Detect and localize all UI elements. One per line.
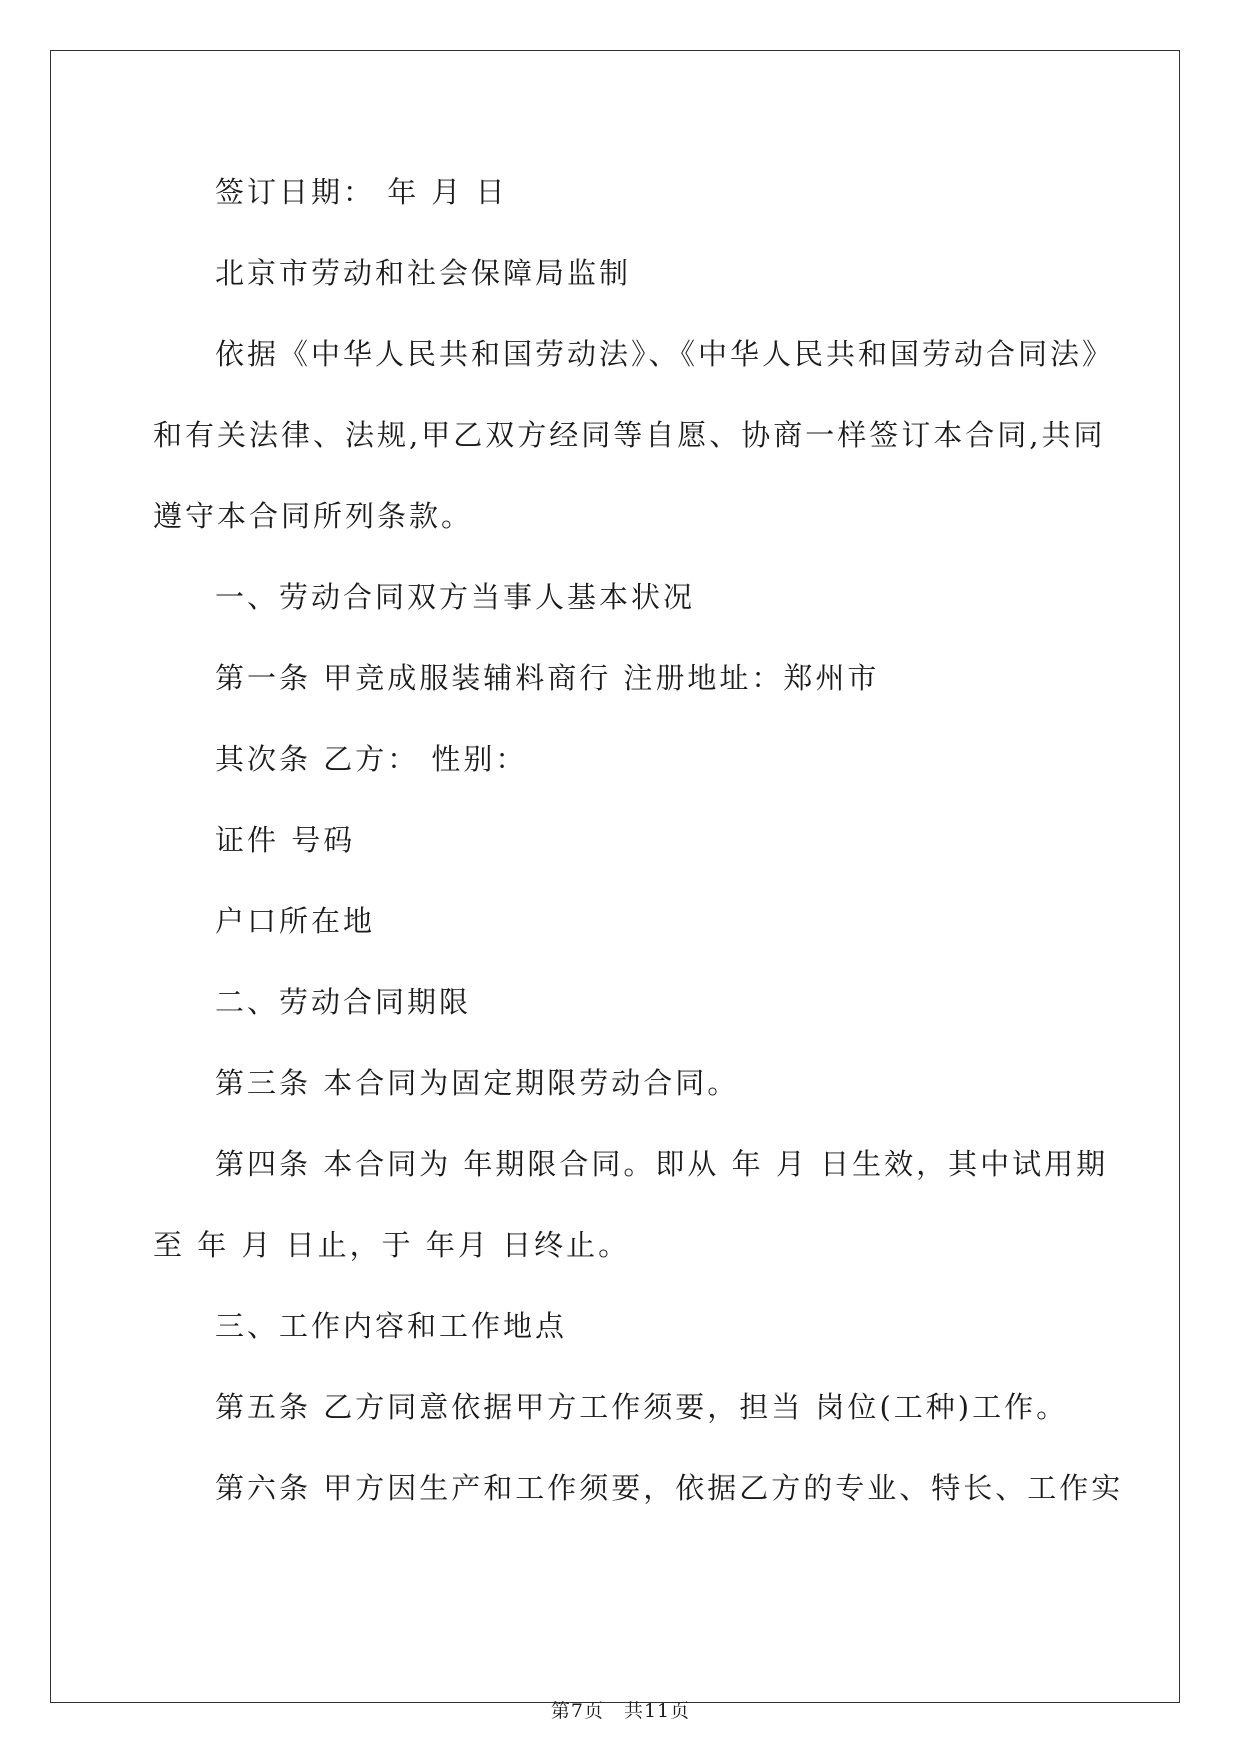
article-2: 其次条 乙方： 性别： xyxy=(215,742,528,776)
paragraph-basis-line-3: 遵守本合同所列条款。 xyxy=(153,499,474,533)
id-number-line: 证件 号码 xyxy=(215,823,356,857)
article-4-line-1: 第四条 本合同为 年期限合同。即从 年 月 日生效，其中试用期 xyxy=(215,1147,1109,1181)
section-heading-2: 二、劳动合同期限 xyxy=(215,985,472,1019)
article-6-line-1: 第六条 甲方因生产和工作须要，依据乙方的专业、特长、工作实 xyxy=(215,1471,1124,1505)
article-4-line-2: 至 年 月 日止，于 年月 日终止。 xyxy=(153,1228,631,1262)
article-5: 第五条 乙方同意依据甲方工作须要，担当 岗位(工种)工作。 xyxy=(215,1390,1069,1424)
page-number-total: 共11页 xyxy=(623,1700,691,1722)
section-heading-1: 一、劳动合同双方当事人基本状况 xyxy=(215,580,696,614)
section-heading-3: 三、工作内容和工作地点 xyxy=(215,1309,568,1343)
article-1: 第一条 甲竞成服装辅料商行 注册地址：郑州市 xyxy=(215,661,880,695)
page-footer xyxy=(0,1698,1241,1724)
household-registration-line: 户口所在地 xyxy=(215,904,376,938)
page-number-current: 第7页 xyxy=(550,1700,604,1722)
supervisor-line: 北京市劳动和社会保障局监制 xyxy=(215,256,632,290)
paragraph-basis-line-1: 依据《中华人民共和国劳动法》、《中华人民共和国劳动合同法》 xyxy=(215,337,1115,371)
article-3: 第三条 本合同为固定期限劳动合同。 xyxy=(215,1066,740,1100)
page-border xyxy=(50,50,1180,1703)
paragraph-basis-line-2: 和有关法律、法规,甲乙双方经同等自愿、协商一样签订本合同,共同 xyxy=(153,418,1106,452)
signing-date-line: 签订日期： 年 月 日 xyxy=(215,175,508,209)
